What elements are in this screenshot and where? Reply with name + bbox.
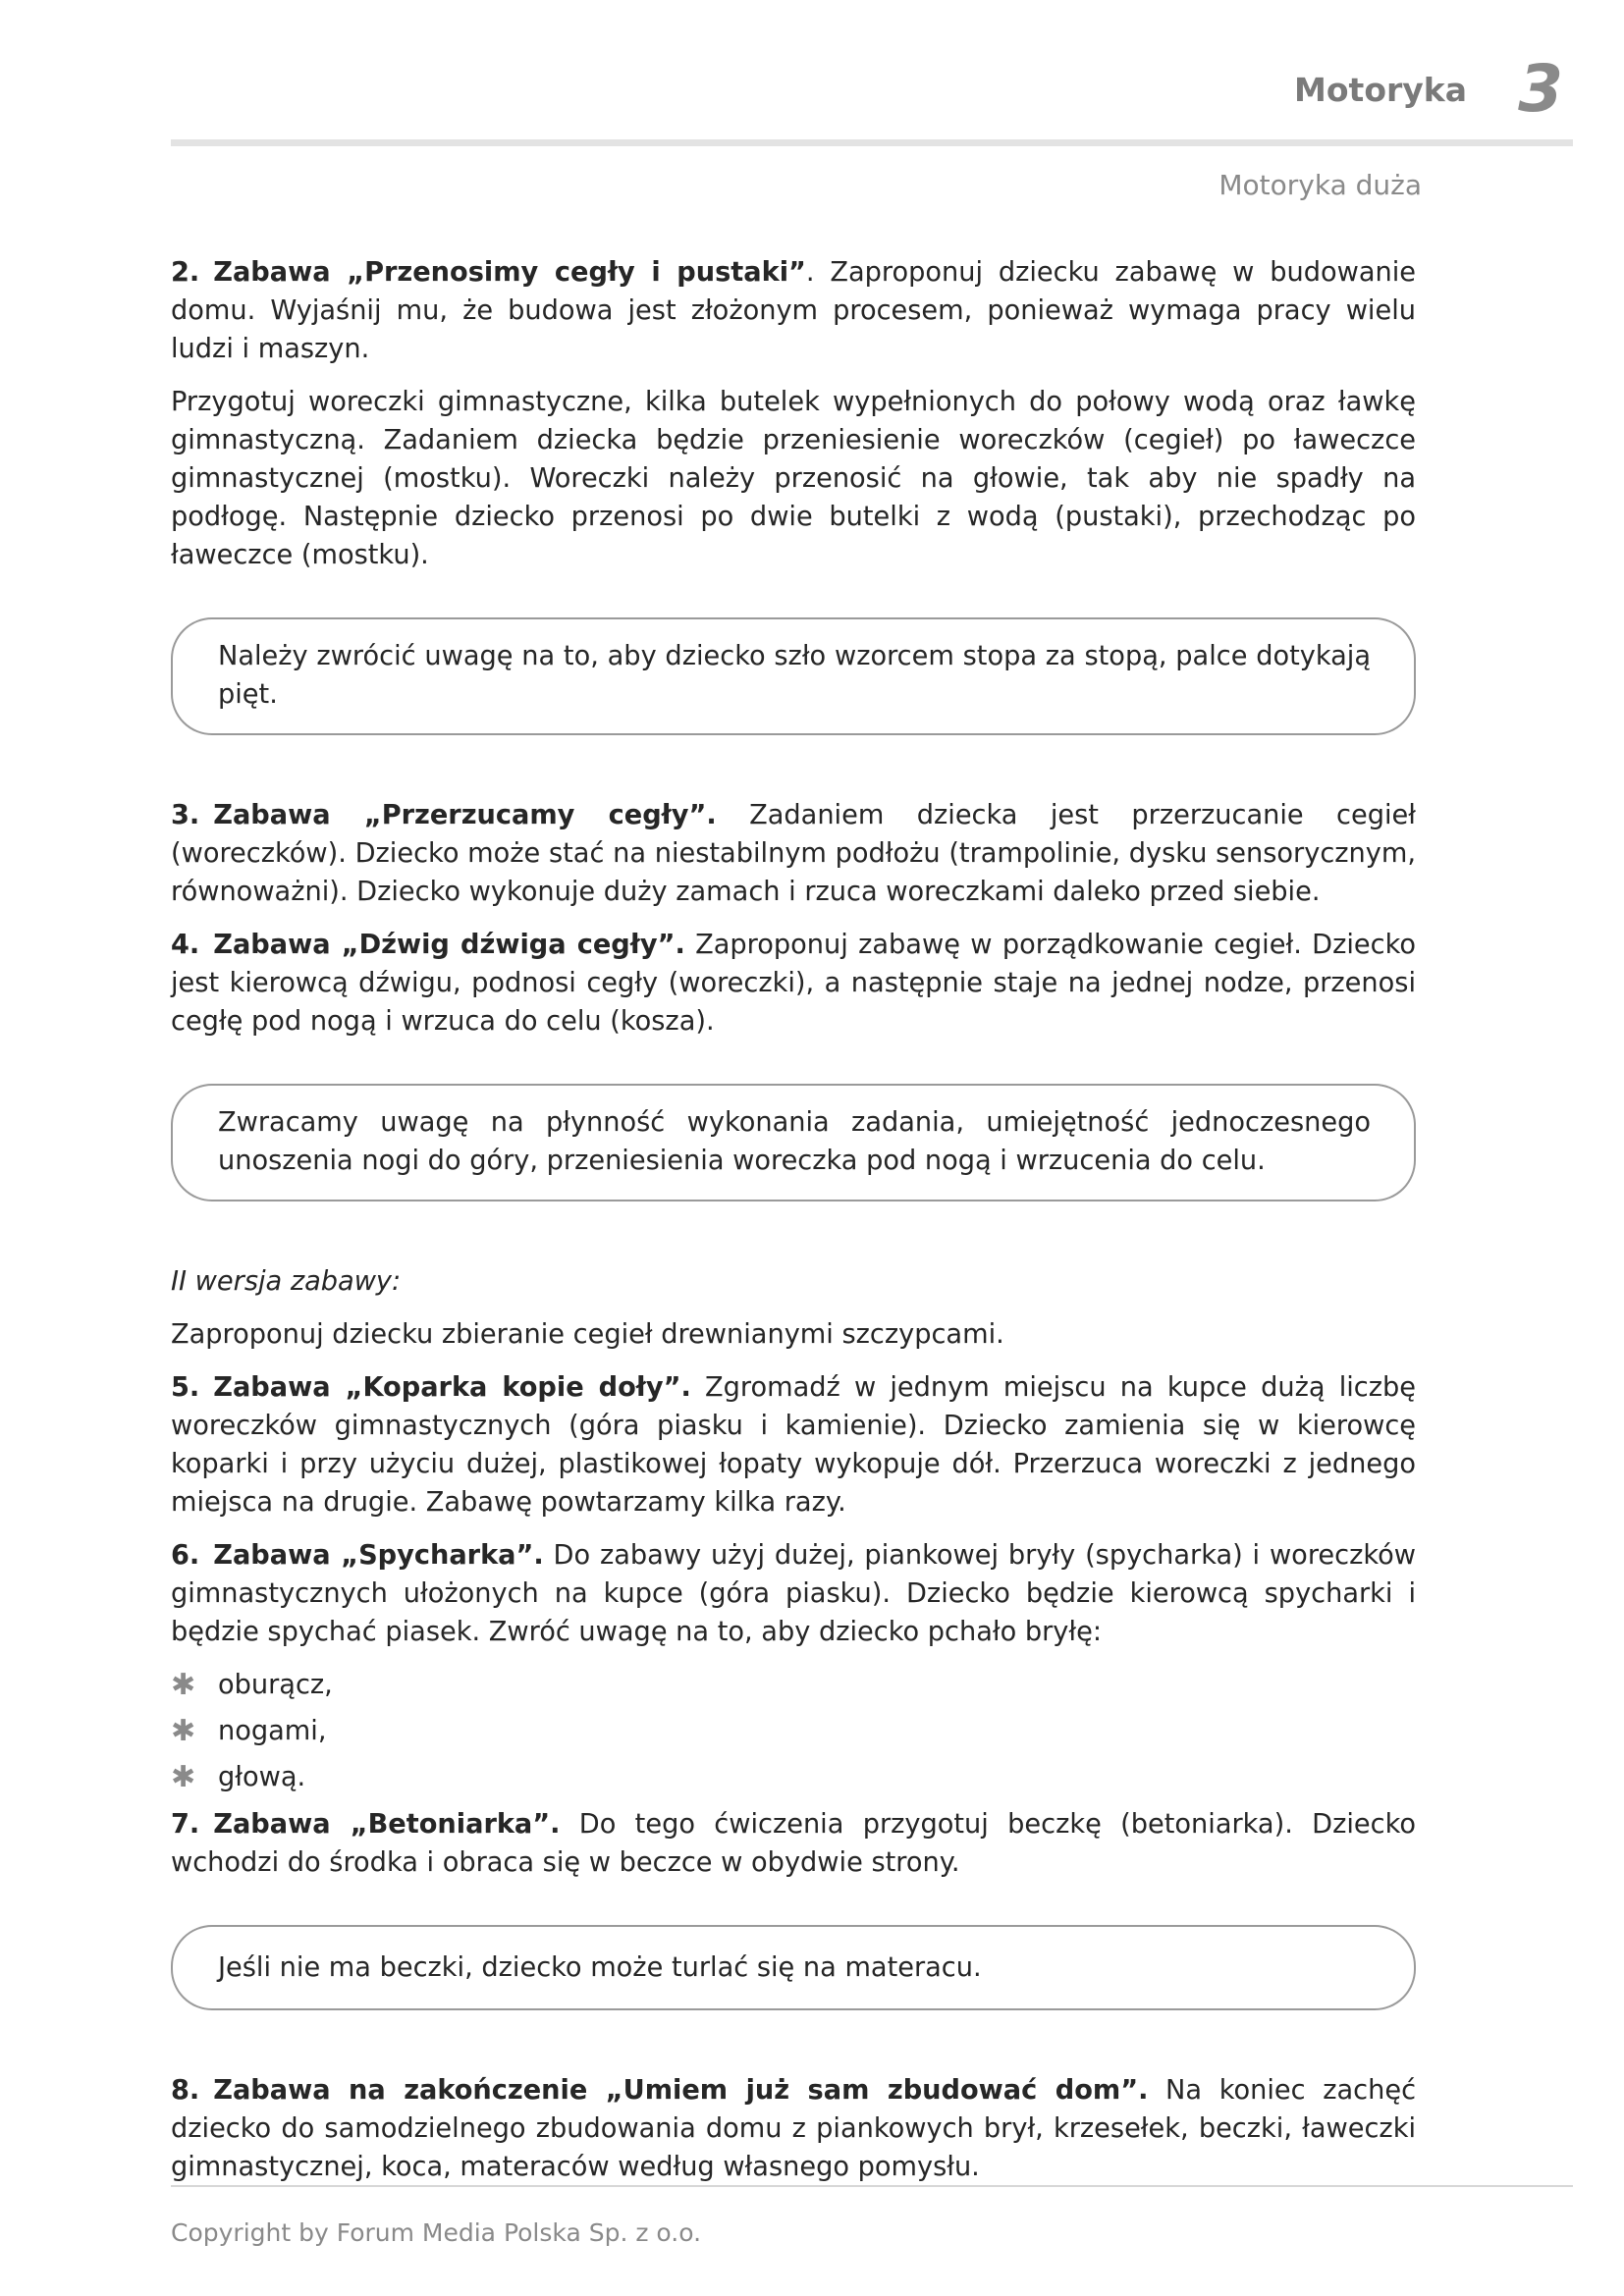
note-text: Jeśli nie ma beczki, dziecko może turlać się na materacu. [218,1952,982,1983]
list-item-text: oburącz, [218,1670,333,1700]
asterisk-bullet-icon: ✱ [171,1760,196,1794]
exercise-text: Do zabawy użyj dużej, piankowej bryły (spycharka) i woreczków gimnastycznych ułożonych na kupce (góra piasku). Dziecko będzie kierowcą spycharki i będzie spychać piasek. Zwróć uwagę na to, aby dziecko pchało bryłę: [171,1540,1416,1647]
exercise-text: Zadaniem dziecka jest przerzucanie cegieł (woreczków). Dziecko może stać na niestabilnym podłożu (trampolinie, dysku sensorycznym, równoważni). Dziecko wykonuje duży zamach i rzuca woreczkami daleko przed siebie. [171,800,1416,907]
page-content [171,253,1416,2201]
subsection-title: Motoryka duża [1218,169,1422,201]
exercise-text: Na koniec zachęć dziecko do samodzielnego zbudowania domu z piankowych brył, krzesełek, beczki, ławeczki gimnastycznej, koca, materaców według własnego pomysłu. [171,2075,1417,2182]
exercise-title: Zabawa „Przenosimy cegły i pustaki” [213,257,806,288]
note-text: Zwracamy uwagę na płynność wykonania zadania, umiejętność jednoczesnego unoszenia nogi do góry, przeniesienia woreczka pod nogą i wrzucenia do celu. [218,1107,1371,1176]
exercise-2 [171,253,1416,368]
exercise-8 [171,2071,1416,2186]
exercise-text: Do tego ćwiczenia przygotuj beczkę (betoniarka). Dziecko wchodzi do środka i obraca się w beczce w obydwie strony. [171,1809,1416,1878]
header-rule [171,139,1573,146]
chapter-number: 3 [1518,51,1563,127]
asterisk-bullet-icon: ✱ [171,1668,196,1702]
asterisk-bullet-icon: ✱ [171,1714,196,1748]
list-item-text: głową. [218,1762,306,1792]
exercise-number: 5. [171,1372,200,1403]
exercise-number: 8. [171,2075,200,2106]
exercise-title: Zabawa „Spycharka”. [213,1540,544,1571]
list-item-text: nogami, [218,1716,327,1746]
exercise-text: Zaproponuj zabawę w porządkowanie cegieł. Dziecko jest kierowcą dźwigu, podnosi cegły (woreczki), a następnie staje na jednej nodze, przenosi cegłę pod nogą i wrzuca do celu (kosza). [171,930,1417,1037]
exercise-title: Zabawa „Przerzucamy cegły”. [213,800,717,830]
exercise-5 [171,1368,1416,1522]
exercise-number: 7. [171,1809,200,1840]
exercise-number: 4. [171,930,200,960]
exercise-title: Zabawa „Koparka kopie doły”. [213,1372,691,1403]
exercise-7 [171,1805,1416,1882]
exercise-number: 2. [171,257,200,288]
chapter-title: Motoryka [1294,71,1467,109]
exercise-3 [171,796,1416,911]
exercise-2-details: Przygotuj woreczki gimnastyczne, kilka butelek wypełnionych do połowy wodą oraz ławkę gimnastyczną. Zadaniem dziecka będzie przeniesienie woreczków (cegieł) po ławeczce gimnastycznej (mostku). Woreczki należy przenosić na głowie, tak aby nie spadły na podłogę. Następnie dziecko przenosi po dwie butelki z wodą (pustaki), przechodząc po ławeczce (mostku). [171,387,1416,570]
bullet-list [171,1666,1416,1796]
footer-rule [171,2185,1573,2187]
exercise-6 [171,1536,1416,1651]
copyright-text: Copyright by Forum Media Polska Sp. z o.o. [171,2218,702,2247]
exercise-number: 6. [171,1540,200,1571]
version-text: Zaproponuj dziecku zbieranie cegieł drewnianymi szczypcami. [171,1319,1004,1350]
exercise-4 [171,926,1416,1041]
exercise-title: Zabawa „Dźwig dźwiga cegły”. [213,930,685,960]
exercise-text: . Zaproponuj dziecku zabawę w budowanie domu. Wyjaśnij mu, że budowa jest złożonym procesem, ponieważ wymaga pracy wielu ludzi i maszyn. [171,257,1417,364]
exercise-text: Zgromadź w jednym miejscu na kupce dużą liczbę woreczków gimnastycznych (góra piasku i kamienie). Dziecko zamienia się w kierowcę koparki i przy użyciu dużej, plastikowej łopaty wykopuje dół. Przerzuca woreczki z jednego miejsca na drugie. Zabawę powtarzamy kilka razy. [171,1372,1416,1518]
list-item [171,1758,1416,1796]
note-box [171,617,1416,735]
version-label: II wersja zabawy: [171,1266,402,1297]
exercise-title: Zabawa „Betoniarka”. [213,1809,561,1840]
note-box [171,1084,1416,1201]
list-item [171,1666,1416,1704]
note-text: Należy zwrócić uwagę na to, aby dziecko szło wzorcem stopa za stopą, palce dotykają pięt. [218,641,1371,710]
exercise-title: Zabawa na zakończenie „Umiem już sam zbudować dom”. [213,2075,1149,2106]
exercise-number: 3. [171,800,200,830]
list-item [171,1712,1416,1750]
note-box [171,1925,1416,2010]
